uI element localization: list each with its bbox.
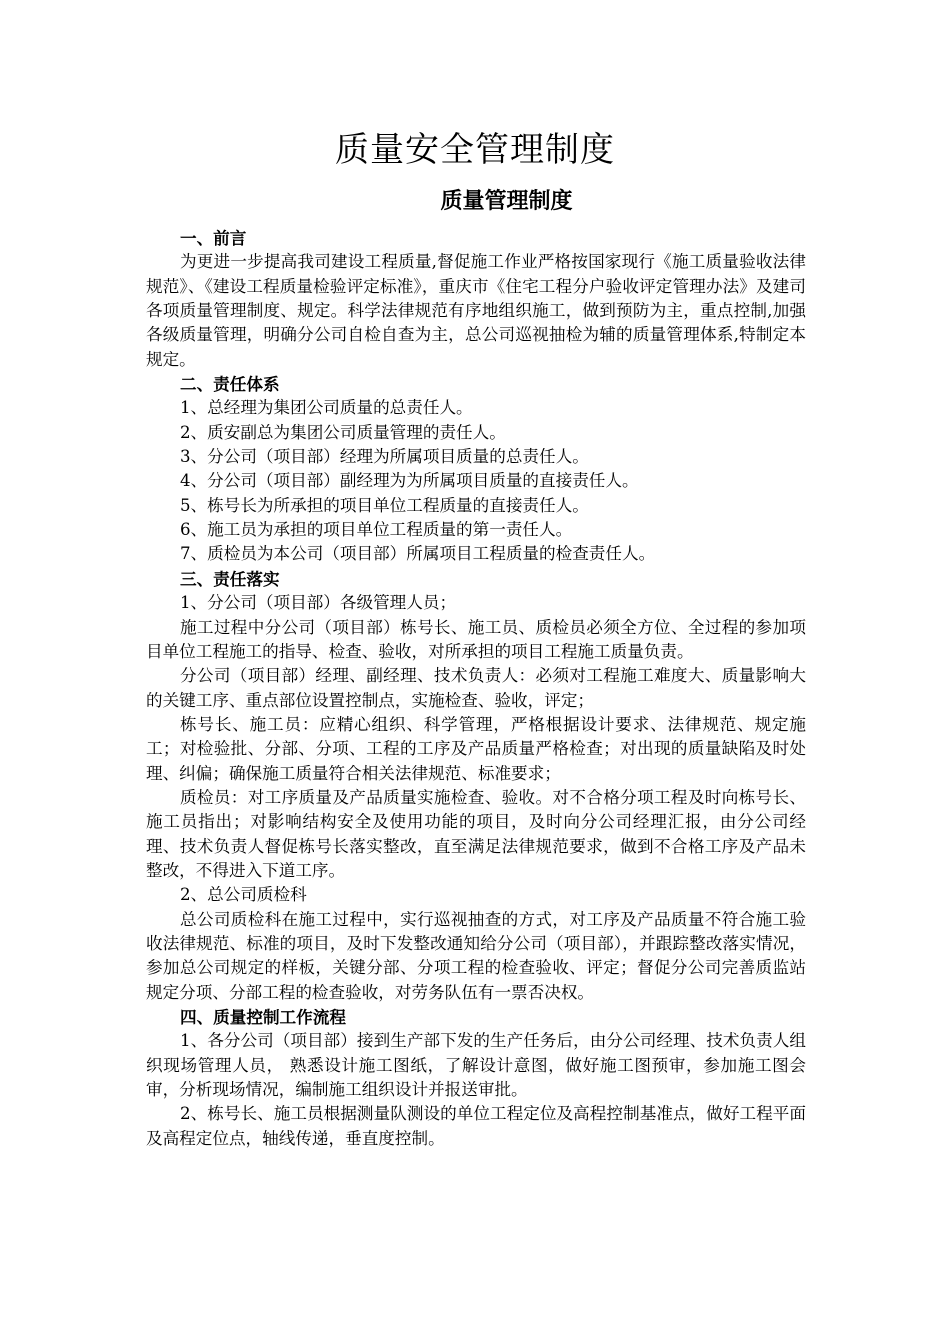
- paragraph: 栋号长、施工员：应精心组织、科学管理，严格根据设计要求、法律规范、规定施工；对检验批、分部、分项、工程的工序及产品质量严格检查；对出现的质量缺陷及时处理、纠偏；确保施工质量符合相关法律规范、标准要求；: [146, 714, 806, 783]
- list-item: 3、分公司（项目部）经理为所属项目质量的总责任人。: [180, 447, 589, 467]
- section-heading-responsibility-implementation: 三、责任落实: [180, 568, 280, 589]
- section-heading-quality-control-workflow: 四、质量控制工作流程: [180, 1007, 346, 1027]
- list-item: 1、总经理为集团公司质量的总责任人。: [180, 398, 473, 418]
- paragraph: 质检员：对工序质量及产品质量实施检查、验收。对不合格分项工程及时向栋号长、施工员指出；对影响结构安全及使用功能的项目，及时向分公司经理汇报，由分公司经理、技术负责人督促栋号长落实整改，直至满足法律规范要求，做到不合格工序及产品未整改，不得进入下道工序。: [146, 787, 806, 880]
- document-subtitle: 质量管理制度: [440, 188, 573, 214]
- list-item: 2、质安副总为集团公司质量管理的责任人。: [180, 422, 506, 442]
- paragraph: 2、栋号长、施工员根据测量队测设的单位工程定位及高程控制基准点，做好工程平面及高程定位点，轴线传递，垂直度控制。: [146, 1104, 806, 1148]
- paragraph: 1、各分公司（项目部）接到生产部下发的生产任务后，由分公司经理、技术负责人组织现场管理人员， 熟悉设计施工图纸，了解设计意图，做好施工图预审，参加施工图会审，分析现场情况，编制施工组织设计并报送审批。: [146, 1031, 806, 1100]
- paragraph: 2、总公司质检科: [180, 885, 307, 905]
- list-item: 4、分公司（项目部）副经理为为所属项目质量的直接责任人。: [180, 471, 639, 491]
- paragraph-preface: 为更进一步提高我司建设工程质量,督促施工作业严格按国家现行《施工质量验收法律规范》、《建设工程质量检验评定标准》，重庆市《住宅工程分户验收评定管理办法》及建司各项质量管理制度、规定。科学法律规范有序地组织施工，做到预防为主，重点控制,加强各级质量管理，明确分公司自检自查为主，总公司巡视抽检为辅的质量管理体系,特制定本规定。: [146, 252, 806, 369]
- section-heading-preface: 一、前言: [180, 228, 247, 248]
- document-title: 质量安全管理制度: [335, 130, 615, 170]
- paragraph: 分公司（项目部）经理、副经理、技术负责人：必须对工程施工难度大、质量影响大的关键工序、重点部位设置控制点，实施检查、验收，评定；: [146, 666, 806, 710]
- paragraph: 施工过程中分公司（项目部）栋号长、施工员、质检员必须全方位、全过程的参加项目单位工程施工的指导、检查、验收，对所承担的项目工程施工质量负责。: [146, 617, 806, 661]
- section-heading-responsibility-system: 二、责任体系: [180, 374, 280, 395]
- paragraph: 1、分公司（项目部）各级管理人员；: [180, 593, 457, 613]
- list-item: 5、栋号长为所承担的项目单位工程质量的直接责任人。: [180, 495, 589, 515]
- document-body: [146, 226, 806, 1151]
- list-item: 6、施工员为承担的项目单位工程质量的第一责任人。: [180, 520, 573, 540]
- paragraph: 总公司质检科在施工过程中，实行巡视抽查的方式，对工序及产品质量不符合施工验收法律规范、标准的项目，及时下发整改通知给分公司（项目部），并跟踪整改落实情况，参加总公司规定的样板，关键分部、分项工程的检查验收、评定；督促分公司完善质监站规定分项、分部工程的检查验收，对劳务队伍有一票否决权。: [146, 909, 806, 1002]
- list-item: 7、质检员为本公司（项目部）所属项目工程质量的检查责任人。: [180, 544, 656, 564]
